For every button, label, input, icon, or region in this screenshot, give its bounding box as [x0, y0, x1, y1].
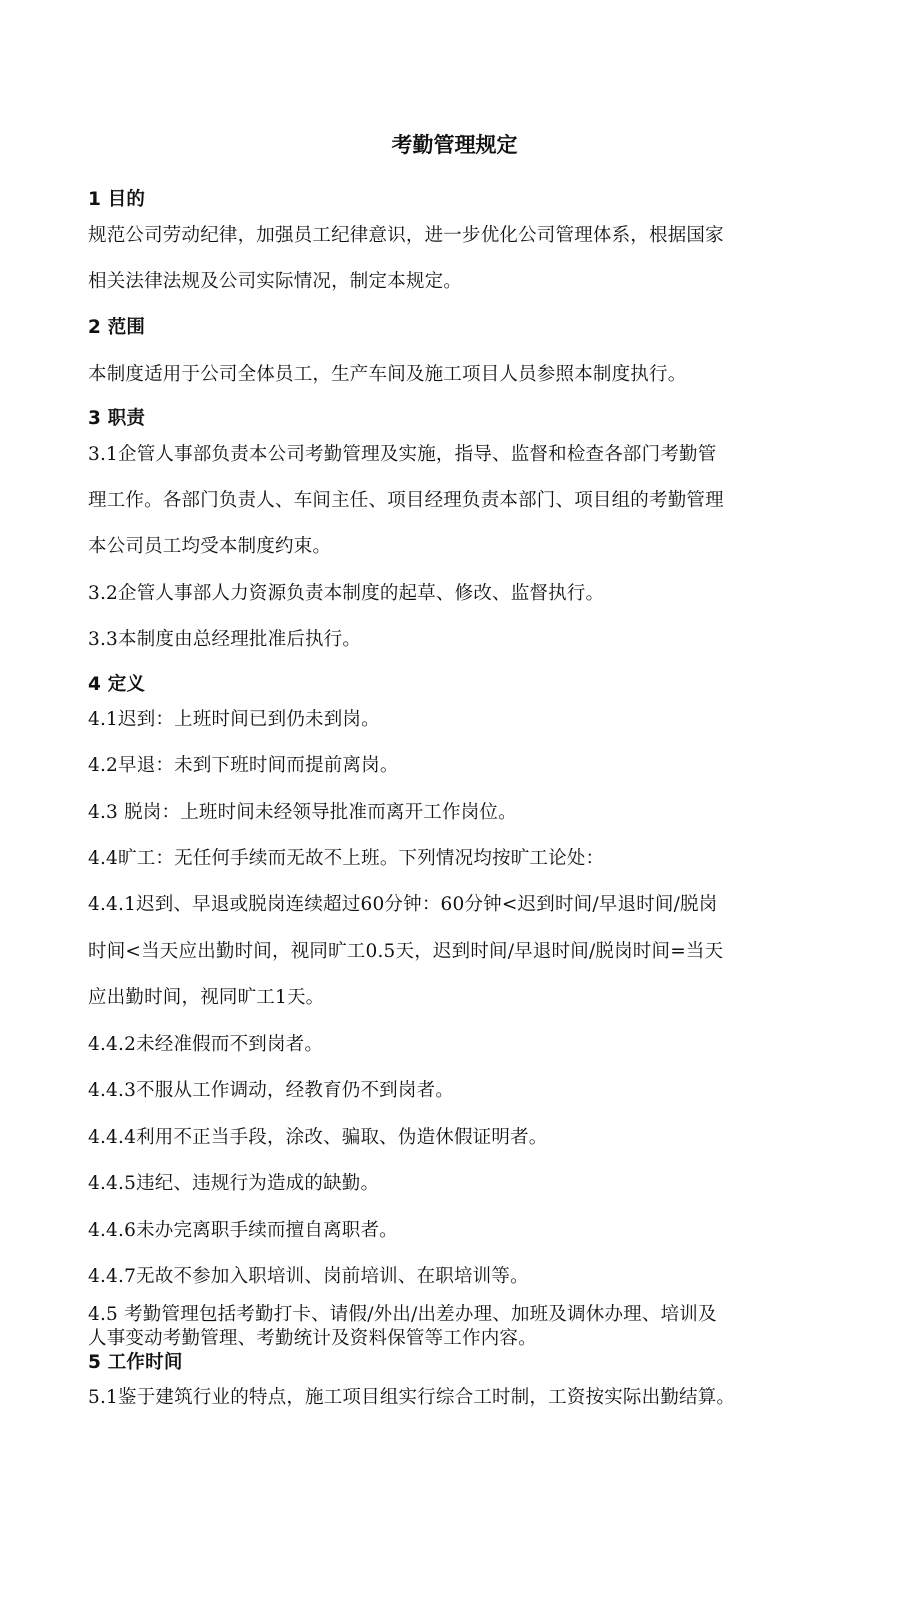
document-title: 考勤管理规定: [391, 133, 518, 157]
section-heading-working-hours: 5 工作时间: [88, 1352, 183, 1373]
paragraph-line: 4.4.2未经准假而不到岗者。: [88, 1034, 324, 1055]
paragraph-line: 人事变动考勤管理、考勤统计及资料保管等工作内容。: [88, 1328, 537, 1349]
paragraph-line: 4.4.5违纪、违规行为造成的缺勤。: [88, 1173, 380, 1194]
paragraph-line: 5.1鉴于建筑行业的特点，施工项目组实行综合工时制，工资按实际出勤结算。: [88, 1387, 736, 1408]
paragraph-line: 4.4旷工：无任何手续而无故不上班。下列情况均按旷工论处：: [88, 848, 605, 869]
section-heading-definition: 4 定义: [88, 674, 146, 695]
paragraph-line: 4.4.3不服从工作调动，经教育仍不到岗者。: [88, 1080, 454, 1101]
paragraph-line: 4.4.6未办完离职手续而擅自离职者。: [88, 1220, 398, 1241]
section-heading-responsibility: 3 职责: [88, 408, 146, 429]
paragraph-line: 3.3本制度由总经理批准后执行。: [88, 629, 362, 650]
paragraph-line: 4.3 脱岗：上班时间未经领导批准而离开工作岗位。: [88, 802, 517, 823]
section-heading-scope: 2 范围: [88, 317, 146, 338]
section-heading-purpose: 1 目的: [88, 189, 146, 210]
paragraph-line: 3.1企管人事部负责本公司考勤管理及实施，指导、监督和检查各部门考勤管: [88, 444, 717, 465]
paragraph-line: 4.4.1迟到、早退或脱岗连续超过60分钟：60分钟<迟到时间/早退时间/脱岗: [88, 894, 718, 915]
paragraph-line: 4.4.7无故不参加入职培训、岗前培训、在职培训等。: [88, 1266, 529, 1287]
paragraph-line: 本制度适用于公司全体员工，生产车间及施工项目人员参照本制度执行。: [88, 364, 687, 385]
paragraph-line: 4.1迟到：上班时间已到仍未到岗。: [88, 709, 380, 730]
paragraph-line: 应出勤时间，视同旷工1天。: [88, 987, 325, 1008]
paragraph-line: 理工作。各部门负责人、车间主任、项目经理负责本部门、项目组的考勤管理: [88, 490, 724, 511]
paragraph-line: 规范公司劳动纪律，加强员工纪律意识，进一步优化公司管理体系，根据国家: [88, 225, 724, 246]
paragraph-line: 3.2企管人事部人力资源负责本制度的起草、修改、监督执行。: [88, 583, 605, 604]
paragraph-line: 本公司员工均受本制度约束。: [88, 536, 332, 557]
paragraph-line: 4.5 考勤管理包括考勤打卡、请假/外出/出差办理、加班及调休办理、培训及: [88, 1304, 717, 1325]
paragraph-line: 4.2早退：未到下班时间而提前离岗。: [88, 755, 399, 776]
paragraph-line: 时间<当天应出勤时间，视同旷工0.5天，迟到时间/早退时间/脱岗时间=当天: [88, 941, 724, 962]
paragraph-line: 4.4.4利用不正当手段，涂改、骗取、伪造休假证明者。: [88, 1127, 548, 1148]
paragraph-line: 相关法律法规及公司实际情况，制定本规定。: [88, 271, 463, 292]
